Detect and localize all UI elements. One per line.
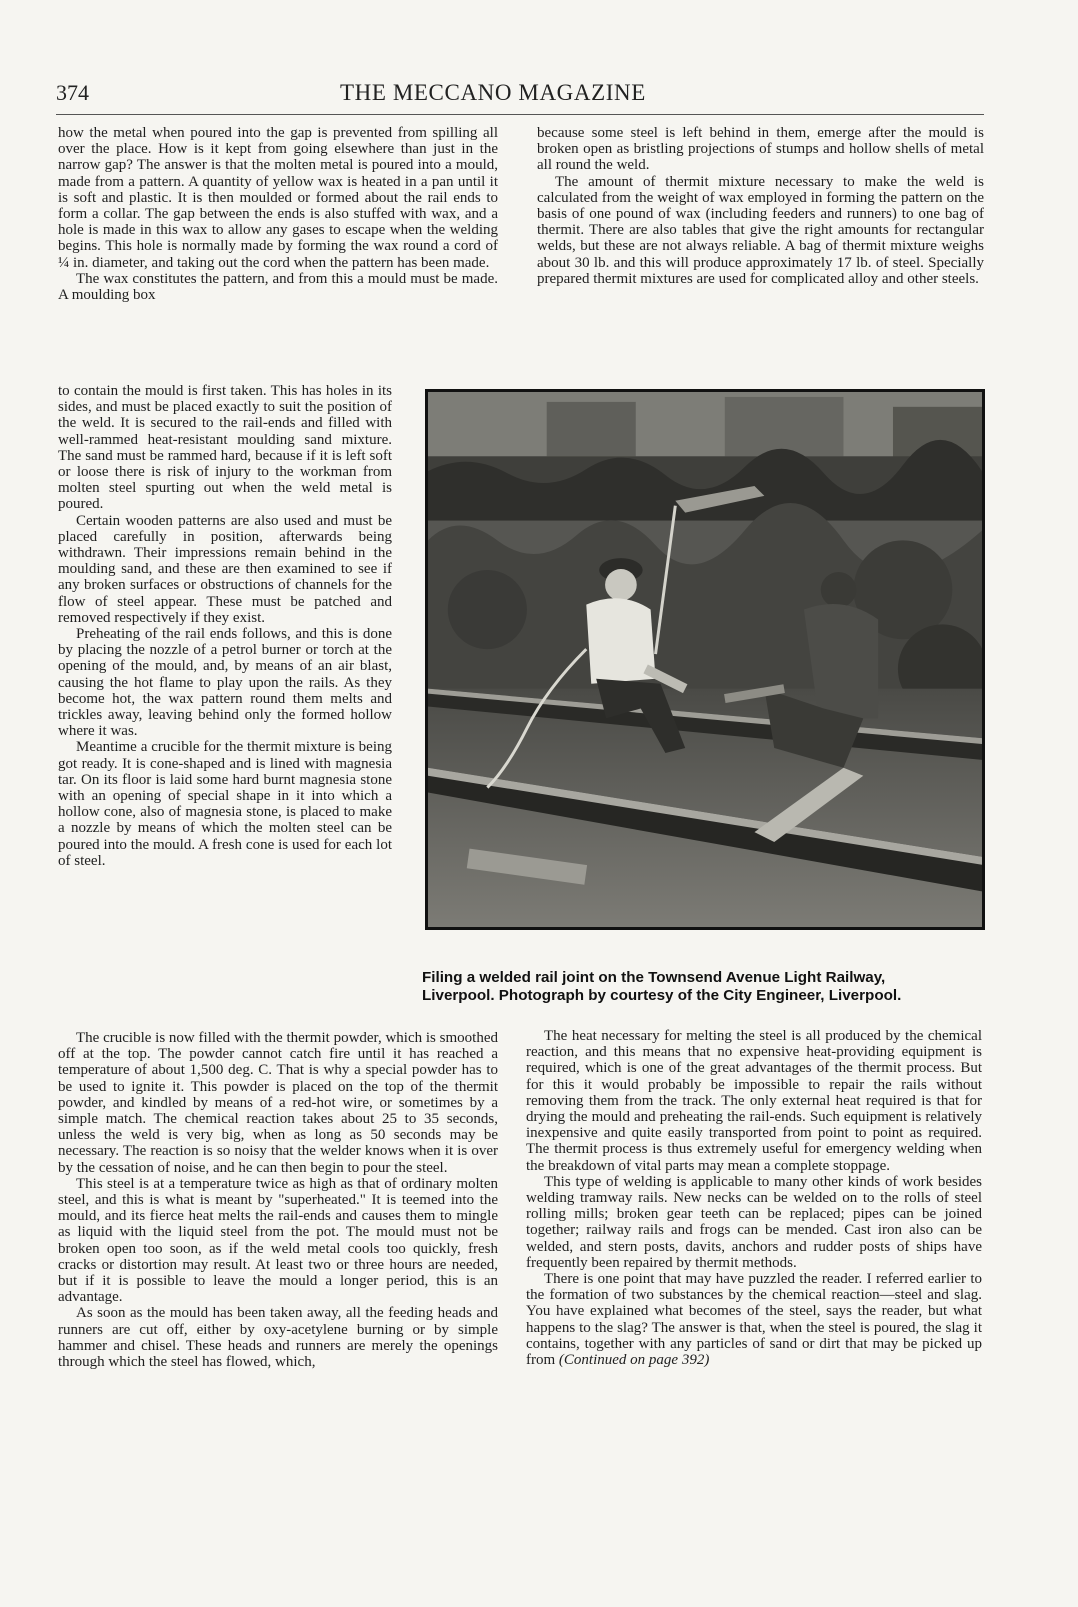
paragraph: Preheating of the rail ends follows, and this is done by placing the nozzle of a petrol burner or torch at the opening of the mould, and, by means of an air blast, causing the hot flame to play upon the rails. As they become hot, the wax pattern round them melts and trickles away, leaving behind only the formed hollow where it was.: [58, 626, 392, 740]
continued-note: (Continued on page 392): [558, 1352, 710, 1369]
paragraph: The amount of thermit mixture necessary to make the weld is calculated from the weight of wax employed in forming the pattern on the basis of one pound of wax (including feeders and runners) to one bag of thermit. There are also tables that give the right amounts for rectangular welds, but these are not always reliable. A bag of thermit mixture weighs about 30 lb. and this will produce approximately 17 lb. of steel. Specially prepared thermit mixtures are used for complicated alloy and other steels.: [537, 173, 984, 287]
paragraph: The wax constitutes the pattern, and from this a mould must be made. A moulding box: [58, 270, 498, 304]
paragraph: As soon as the mould has been taken away, all the feeding heads and runners are cut off, either by oxy-acetylene burning or by simple hammer and chisel. These heads and runners are merely the openings through which the steel has flowed, which,: [58, 1305, 498, 1371]
paragraph: Meantime a crucible for the thermit mixture is being got ready. It is cone-shaped and is lined with magnesia tar. On its floor is laid some hard burnt magnesia stone with an opening of special shape in it into which a hollow cone, also of magnesia stone, is placed to make a nozzle by means of which the molten steel can be poured into the mould. A fresh cone is used for each lot of steel.: [58, 739, 392, 869]
right-column-bottom: [526, 1028, 982, 1368]
paragraph: This steel is at a temperature twice as high as that of ordinary molten steel, and this is what is meant by "superheated." It is teemed into the mould, and its fierce heat melts the rail-ends and causes them to mingle as liquid with the liquid steel from the pot. The mould must not be broken open too soon, as if the weld metal cools too quickly, fresh cracks or distortion may result. At least two or three hours are needed, but if it is possible to leave the mould a longer period, this is an advantage.: [58, 1175, 498, 1306]
photograph-rail-welding: [425, 389, 985, 930]
paragraph: because some steel is left behind in them, emerge after the mould is broken open as bristling projections of stumps and hollow shells of metal all round the weld.: [537, 125, 984, 174]
paragraph: to contain the mould is first taken. This has holes in its sides, and must be placed exactly to suit the position of the weld. It is secured to the rail-ends and filled with well-rammed heat-resistant moulding sand mixture. The sand must be rammed hard, because if it is left soft or loose there is risk of injury to the workman from molten steel spurting out when the weld metal is poured.: [58, 383, 392, 513]
page-number: 374: [56, 80, 89, 105]
paragraph: The heat necessary for melting the steel is all produced by the chemical reaction, and this means that no expensive heat-providing equipment is required, which is one of the great advantages of the thermit process. But for this it would probably be impossible to repair the rails without removing them from the track. The only external heat required is that for drying the mould and preheating the rail-ends. Such equipment is relatively inexpensive and quite easily transported from point to point as required. The thermit process is thus extremely useful for emergency welding when the breakdown of vital parts may mean a complete stoppage.: [526, 1028, 982, 1174]
left-column-lower: [58, 1030, 498, 1370]
photo-illustration: [428, 392, 982, 927]
paragraph: This type of welding is applicable to many other kinds of work besides welding tramway rails. New necks can be welded on to the rolls of steel rolling mills; broken gear teeth can be replaced; pipes can be joined together; railway rails and frogs can be mended. Cast iron also can be welded, and stern posts, davits, anchors and rudder posts of ships have frequently been repaired by thermit methods.: [526, 1173, 982, 1271]
caption-line-2: Liverpool. Photograph by courtesy of the City Engineer, Liverpool.: [422, 986, 902, 1004]
paragraph: [526, 1271, 982, 1368]
header-rule: [56, 114, 984, 115]
photo-caption: [422, 969, 988, 1004]
left-column-wrap: [58, 383, 392, 869]
caption-line-1: Filing a welded rail joint on the Townsend Avenue Light Railway,: [422, 969, 886, 986]
right-column-top: [537, 125, 984, 287]
paragraph: how the metal when poured into the gap is prevented from spilling all over the place. How is it kept from going elsewhere than just in the narrow gap? The answer is that the molten metal is poured into a mould, made from a pattern. A quantity of yellow wax is heated in a pan until it is soft and plastic. It is then moulded or formed about the rail ends to form a collar. The gap between the ends is also stuffed with wax, and a hole is made in this wax to allow any gases to escape when the welding begins. This hole is normally made by forming the wax round a cord of ¼ in. diameter, and taking out the cord when the pattern has been made.: [58, 125, 498, 271]
paragraph-text: There is one point that may have puzzled the reader. I referred earlier to the formation of two substances by the chemical reaction—steel and slag. You have explained what becomes of the steel, says the reader, but what happens to the slag? The answer is that, when the steel is poured, the slag it contains, together with any particles of sand or dirt that may be picked up from: [526, 1271, 982, 1369]
magazine-title: THE MECCANO MAGAZINE: [340, 80, 646, 105]
paragraph: The crucible is now filled with the thermit powder, which is smoothed off at the top. The powder cannot catch fire until it has reached a temperature of about 1,500 deg. C. That is why a special powder has to be used to ignite it. This powder is placed on the top of the thermit powder, and kindled by means of a red-hot wire, or sometimes by a simple match. The chemical reaction takes about 25 to 35 seconds, unless the weld is very big, when as long as 50 seconds may be necessary. The reaction is so noisy that the welder knows when it is over by the cessation of noise, and he can then begin to pour the steel.: [58, 1030, 498, 1176]
left-column-top: [58, 125, 498, 303]
paragraph: Certain wooden patterns are also used and must be placed carefully in position, afterwards being withdrawn. Their impressions remain behind in the moulding sand, and these are then examined to see if any broken surfaces or obstructions of channels for the flow of steel appear. These must be patched and removed respectively if they exist.: [58, 512, 392, 626]
